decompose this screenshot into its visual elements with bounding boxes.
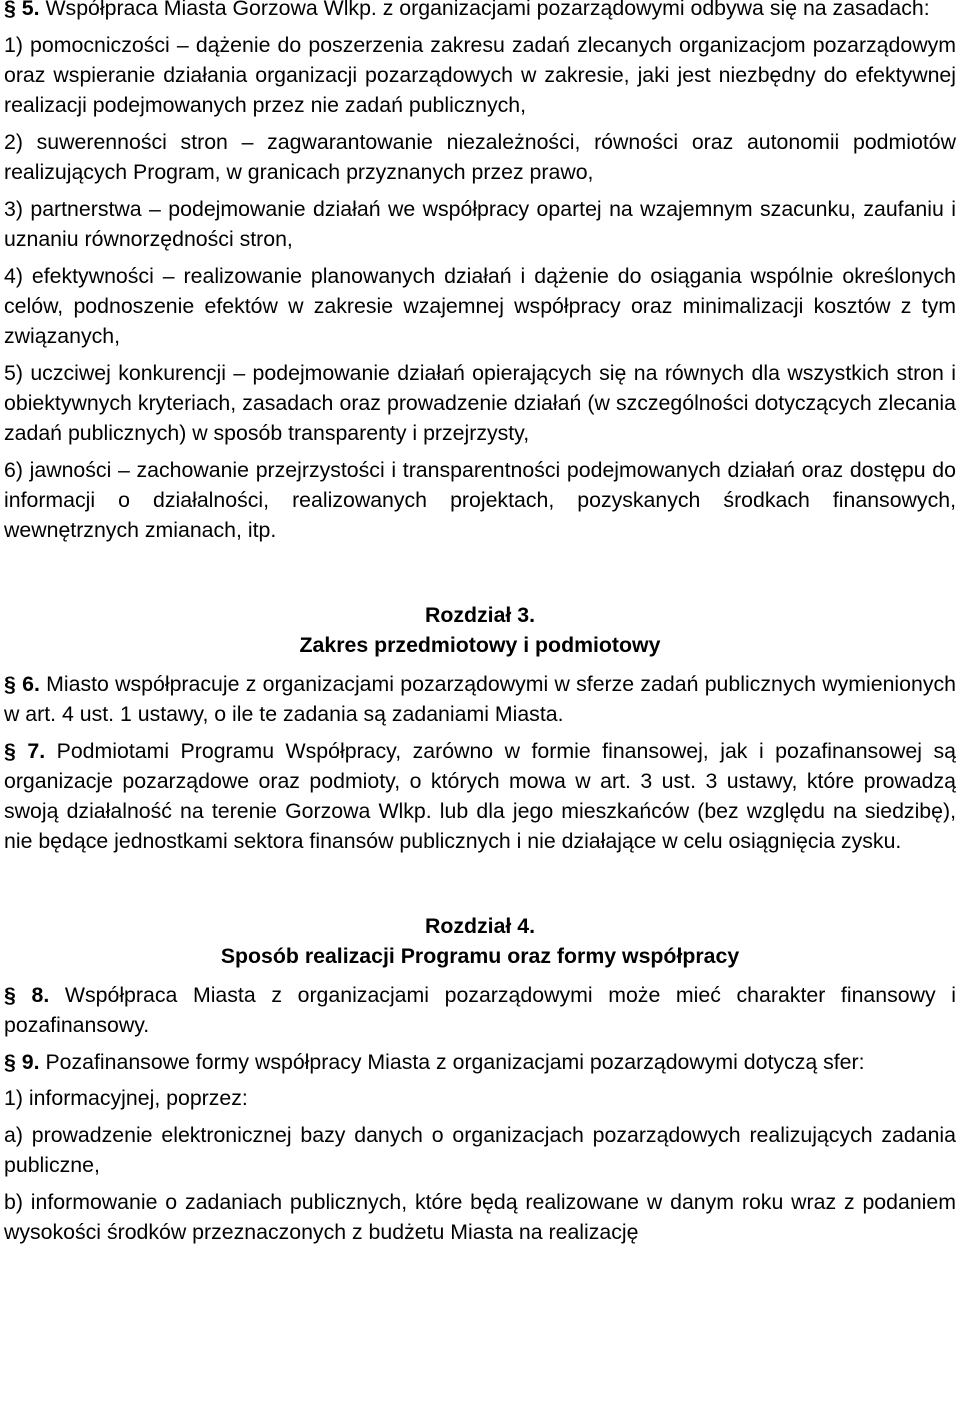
section-8 — [4, 980, 956, 1040]
section-5-label: § 5. — [4, 0, 40, 20]
informational-heading: 1) informacyjnej, poprzez: — [4, 1086, 248, 1110]
section-6-label: § 6. — [4, 672, 40, 696]
section-6-text: Miasto współpracuje z organizacjami pozarządowymi w sferze zadań publicznych wymienionych w art. 4 ust. 1 ustawy, o ile te zadania są zadaniami Miasta. — [4, 672, 956, 726]
informational-item-b: b) informowanie o zadaniach publicznych, które będą realizowane w danym roku wraz z podaniem wysokości środków przeznaczonych z budżetu Miasta na realizację — [4, 1190, 956, 1244]
principle-5: 5) uczciwej konkurencji – podejmowanie działań opierających się na równych dla wszystkich stron i obiektywnych kryteriach, zasadach oraz prowadzenie działań (w szczególności dotyczących zlecania zadań publicznych) w sposób transparenty i przejrzysty, — [4, 361, 956, 445]
section-7-label: § 7. — [4, 739, 46, 763]
principle-1: 1) pomocniczości – dążenie do poszerzenia zakresu zadań zlecanych organizacjom pozarządowym oraz wspieranie działania organizacji pozarządowych w zakresie, jaki jest niezbędny do efektywnej realizacji podejmowanych przez nie zadań publicznych, — [4, 33, 956, 117]
principle-3: 3) partnerstwa – podejmowanie działań we współpracy opartej na wzajemnym szacunku, zaufaniu i uznaniu równorzędności stron, — [4, 197, 956, 251]
principle-4: 4) efektywności – realizowanie planowanych działań i dążenie do osiągania wspólnie określonych celów, podnoszenie efektów w zakresie wzajemnej współpracy oraz minimalizacji kosztów z tym związanych, — [4, 264, 956, 348]
chapter-3-subtitle: Zakres przedmiotowy i podmiotowy — [299, 633, 661, 657]
section-8-label: § 8. — [4, 983, 50, 1007]
chapter-4-title: Rozdział 4. — [424, 914, 536, 938]
section-7-text: Podmiotami Programu Współpracy, zarówno w formie finansowej, jak i pozafinansowej są organizacje pozarządowe oraz podmioty, o których mowa w art. 3 ust. 3 ustawy, które prowadzą swoją działalność na terenie Gorzowa Wlkp. lub dla jego mieszkańców (bez względu na siedzibę), nie będące jednostkami sektora finansów publicznych i nie działające w celu osiągnięcia zysku. — [4, 739, 956, 853]
section-5-intro — [4, 0, 956, 23]
informational-item-a: a) prowadzenie elektronicznej bazy danych o organizacjach pozarządowych realizujących zadania publiczne, — [4, 1123, 956, 1177]
chapter-4-subtitle: Sposób realizacji Programu oraz formy współpracy — [220, 944, 740, 968]
document-page — [4, 0, 956, 1247]
section-9-label: § 9. — [4, 1050, 40, 1074]
principle-6: 6) jawności – zachowanie przejrzystości i transparentności podejmowanych działań oraz dostępu do informacji o działalności, realizowanych projektach, pozyskanych środkach finansowych, wewnętrznych zmianach, itp. — [4, 458, 956, 542]
section-6 — [4, 669, 956, 729]
section-5-text: Współpraca Miasta Gorzowa Wlkp. z organizacjami pozarządowymi odbywa się na zasadach: — [39, 0, 930, 20]
section-8-text: Współpraca Miasta z organizacjami pozarządowymi może mieć charakter finansowy i pozafinansowy. — [4, 983, 956, 1037]
section-7 — [4, 736, 956, 856]
principle-2: 2) suwerenności stron – zagwarantowanie niezależności, równości oraz autonomii podmiotów realizujących Program, w granicach przyznanych przez prawo, — [4, 130, 956, 184]
section-9-text: Pozafinansowe formy współpracy Miasta z organizacjami pozarządowymi dotyczą sfer: — [39, 1050, 865, 1074]
section-9 — [4, 1047, 956, 1077]
chapter-3-title: Rozdział 3. — [424, 603, 536, 627]
